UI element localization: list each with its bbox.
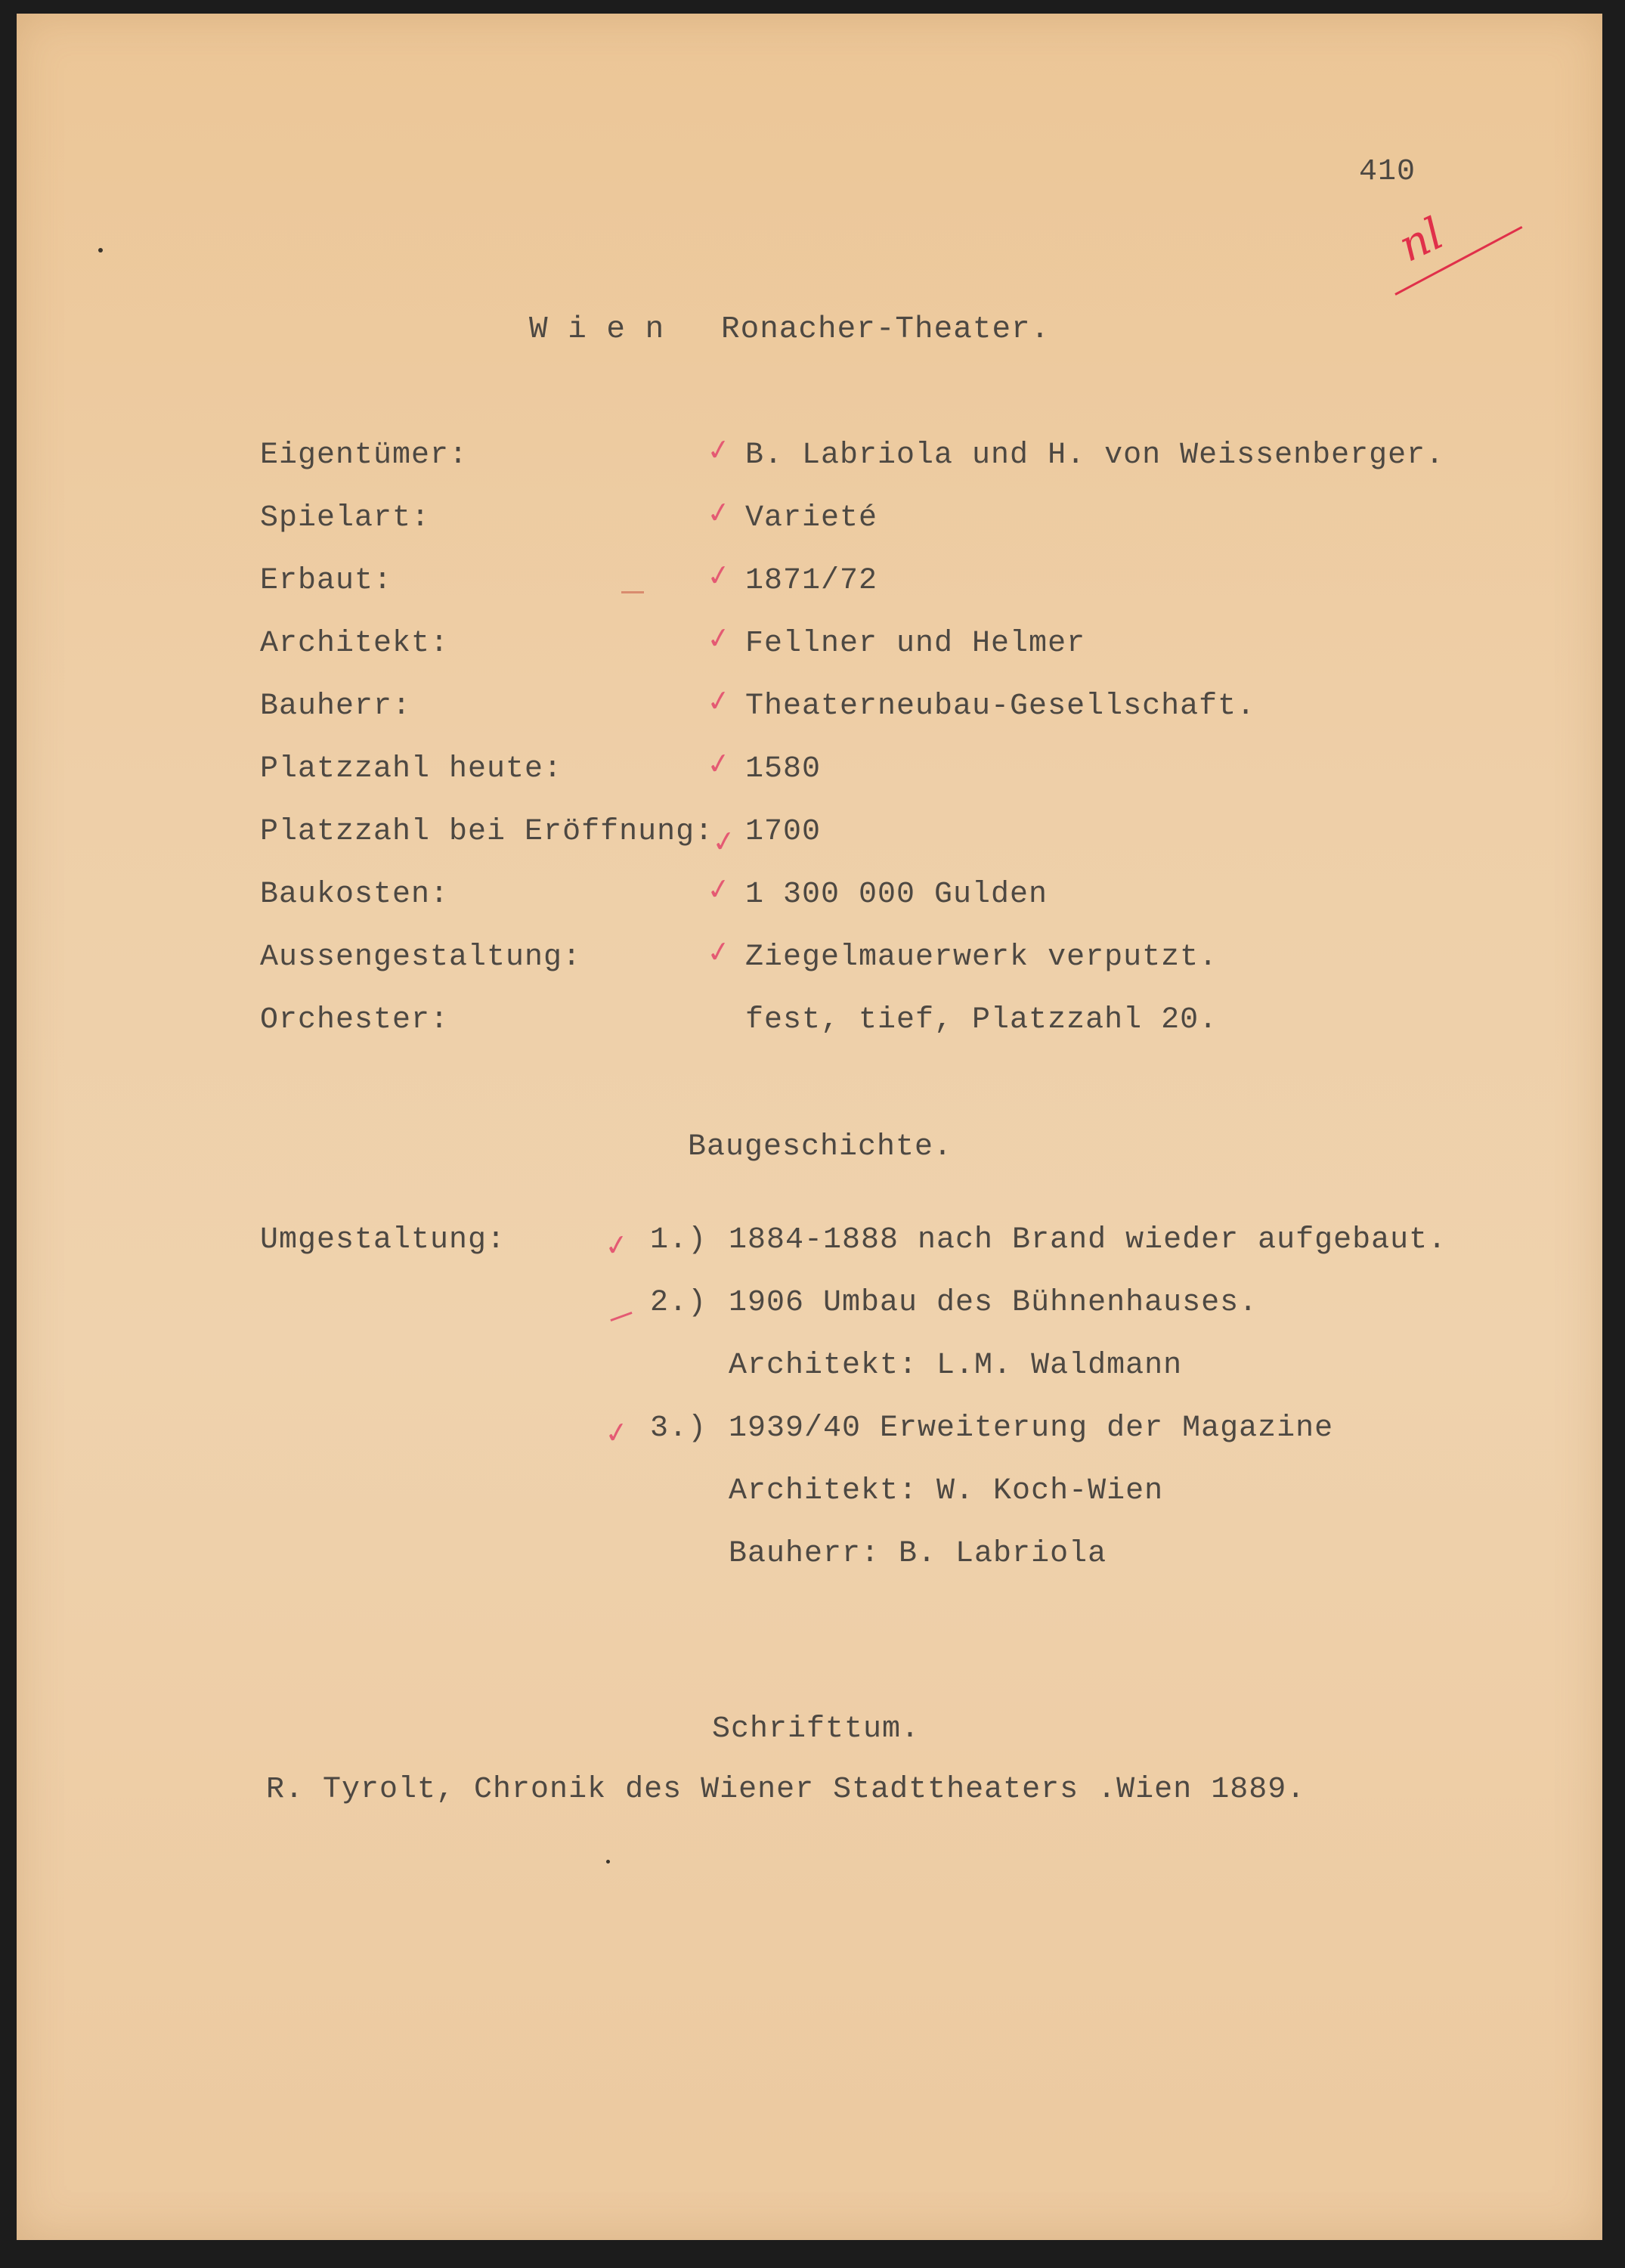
field-label-builder: Bauherr:: [260, 689, 412, 723]
check-mark: ✓: [704, 682, 733, 720]
history-item-number: 3.): [650, 1411, 707, 1445]
field-value-seats-today: 1580: [745, 752, 822, 786]
field-label-seats-opening: Platzzahl bei Eröffnung:: [260, 815, 714, 849]
field-label-genre: Spielart:: [260, 501, 431, 535]
check-mark: ✓: [704, 745, 733, 782]
field-value-cost: 1 300 000 Gulden: [745, 878, 1048, 912]
history-item-line: 1884-1888 nach Brand wieder aufgebaut.: [729, 1223, 1447, 1257]
literature-entry: R. Tyrolt, Chronik des Wiener Stadttheaters .Wien 1889.: [266, 1773, 1306, 1807]
field-label-cost: Baukosten:: [260, 878, 450, 912]
pencil-dash: [621, 591, 644, 593]
check-mark: ✓: [704, 619, 733, 657]
history-item-line: Architekt: L.M. Waldmann: [729, 1349, 1183, 1383]
check-mark: ✓: [704, 431, 733, 469]
paper-speck: [606, 1860, 610, 1864]
field-label-seats-today: Platzzahl heute:: [260, 752, 563, 786]
field-value-exterior: Ziegelmauerwerk verputzt.: [745, 940, 1218, 974]
pencil-dash: [610, 1312, 632, 1321]
field-value-architect: Fellner und Helmer: [745, 627, 1086, 661]
check-mark: ✓: [704, 556, 733, 594]
document-page: [17, 14, 1602, 2240]
field-value-orchestra: fest, tief, Platzzahl 20.: [745, 1003, 1218, 1037]
check-mark: ✓: [710, 823, 738, 860]
paper-speck: [98, 248, 103, 253]
history-label: Umgestaltung:: [260, 1223, 506, 1257]
field-label-orchestra: Orchester:: [260, 1003, 450, 1037]
field-value-seats-opening: 1700: [745, 815, 822, 849]
page-number: 410: [1359, 155, 1416, 189]
field-value-genre: Varieté: [745, 501, 878, 535]
literature-heading: Schrifttum.: [712, 1712, 921, 1746]
field-label-owner: Eigentümer:: [260, 438, 469, 472]
field-label-exterior: Aussengestaltung:: [260, 940, 582, 974]
field-value-builder: Theaterneubau-Gesellschaft.: [745, 689, 1256, 723]
history-heading: Baugeschichte.: [688, 1130, 953, 1164]
history-item-line: Architekt: W. Koch-Wien: [729, 1474, 1164, 1508]
check-mark: ✓: [704, 933, 733, 971]
history-item-line: 1906 Umbau des Bühnenhauses.: [729, 1286, 1258, 1320]
title-city: W i e n: [529, 312, 665, 347]
history-item-number: 2.): [650, 1286, 707, 1320]
title-theater-name: Ronacher-Theater.: [721, 312, 1051, 347]
field-value-owner: B. Labriola und H. von Weissenberger.: [745, 438, 1445, 472]
check-mark: ✓: [704, 494, 733, 531]
check-mark: ✓: [704, 870, 733, 908]
check-mark: ✓: [602, 1226, 631, 1264]
field-label-architect: Architekt:: [260, 627, 450, 661]
handwritten-initials: nl: [1391, 207, 1451, 272]
field-value-built: 1871/72: [745, 564, 878, 598]
history-item-line: Bauherr: B. Labriola: [729, 1537, 1107, 1571]
check-mark: ✓: [602, 1414, 631, 1452]
field-label-built: Erbaut:: [260, 564, 393, 598]
history-item-number: 1.): [650, 1223, 707, 1257]
history-item-line: 1939/40 Erweiterung der Magazine: [729, 1411, 1334, 1445]
